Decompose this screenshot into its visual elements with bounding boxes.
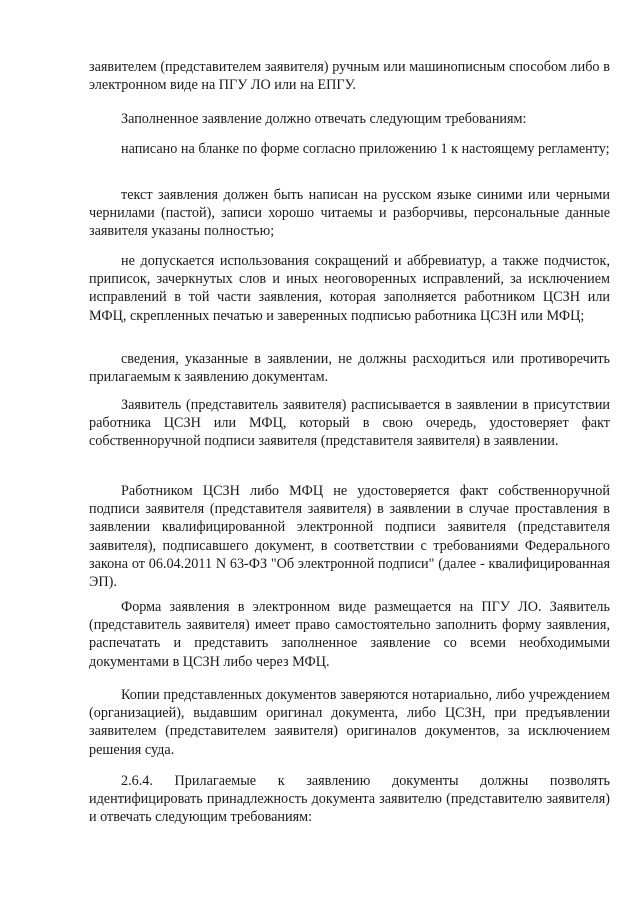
paragraph-continuation: заявителем (представителем заявителя) ручным или машинописным способом либо в электронном виде на ПГУ ЛО или на ЕПГУ. [89,59,610,94]
paragraph-electronic-signature: Работником ЦСЗН либо МФЦ не удостоверяется факт собственноручной подписи заявителя (представителя заявителя) в заявлении в случае проставления в заявлении квалифицированной электронной подписи заявителя (представителя заявителя), подписавшего документ, в соответствии с требованиями Федерального закона от 06.04.2011 N 63-ФЗ "Об электронной подписи" (далее - квалифицированная ЭП). [89,483,610,591]
paragraph-signature: Заявитель (представитель заявителя) расписывается в заявлении в присутствии работника ЦСЗН или МФЦ, который в свою очередь, удостоверяет факт собственноручной подписи заявителя (представителя заявителя) в заявлении. [89,397,610,450]
paragraph-section-2-6-4: 2.6.4. Прилагаемые к заявлению документы должны позволять идентифицировать принадлежность документа заявителю (представителю заявителя) и отвечать следующим требованиям: [89,773,610,826]
paragraph-requirements-intro: Заполненное заявление должно отвечать следующим требованиям: [121,111,527,127]
paragraph-text-requirement: текст заявления должен быть написан на русском языке синими или черными чернилами (пастой), записи хорошо читаемы и разборчивы, персональные данные заявителя указаны полностью; [89,187,610,240]
paragraph-consistency-requirement: сведения, указанные в заявлении, не должны расходиться или противоречить прилагаемым к заявлению документам. [89,351,610,386]
paragraph-form-requirement: написано на бланке по форме согласно приложению 1 к настоящему регламенту; [121,141,610,157]
paragraph-copies: Копии представленных документов заверяются нотариально, либо учреждением (организацией), выдавшим оригинал документа, либо ЦСЗН, при предъявлении заявителем (представителем заявителя) оригиналов документов, за исключением решения суда. [89,687,610,758]
paragraph-electronic-form: Форма заявления в электронном виде размещается на ПГУ ЛО. Заявитель (представитель заявителя) имеет право самостоятельно заполнить форму заявления, распечатать и представить заполненное заявление со всеми необходимыми документами в ЦСЗН либо через МФЦ. [89,599,610,670]
paragraph-corrections-requirement: не допускается использования сокращений и аббревиатур, а также подчисток, приписок, зачеркнутых слов и иных неоговоренных исправлений, за исключением исправлений в той части заявления, которая заполняется работником ЦСЗН или МФЦ, скрепленных печатью и заверенных подписью работника ЦСЗН или МФЦ; [89,253,610,324]
